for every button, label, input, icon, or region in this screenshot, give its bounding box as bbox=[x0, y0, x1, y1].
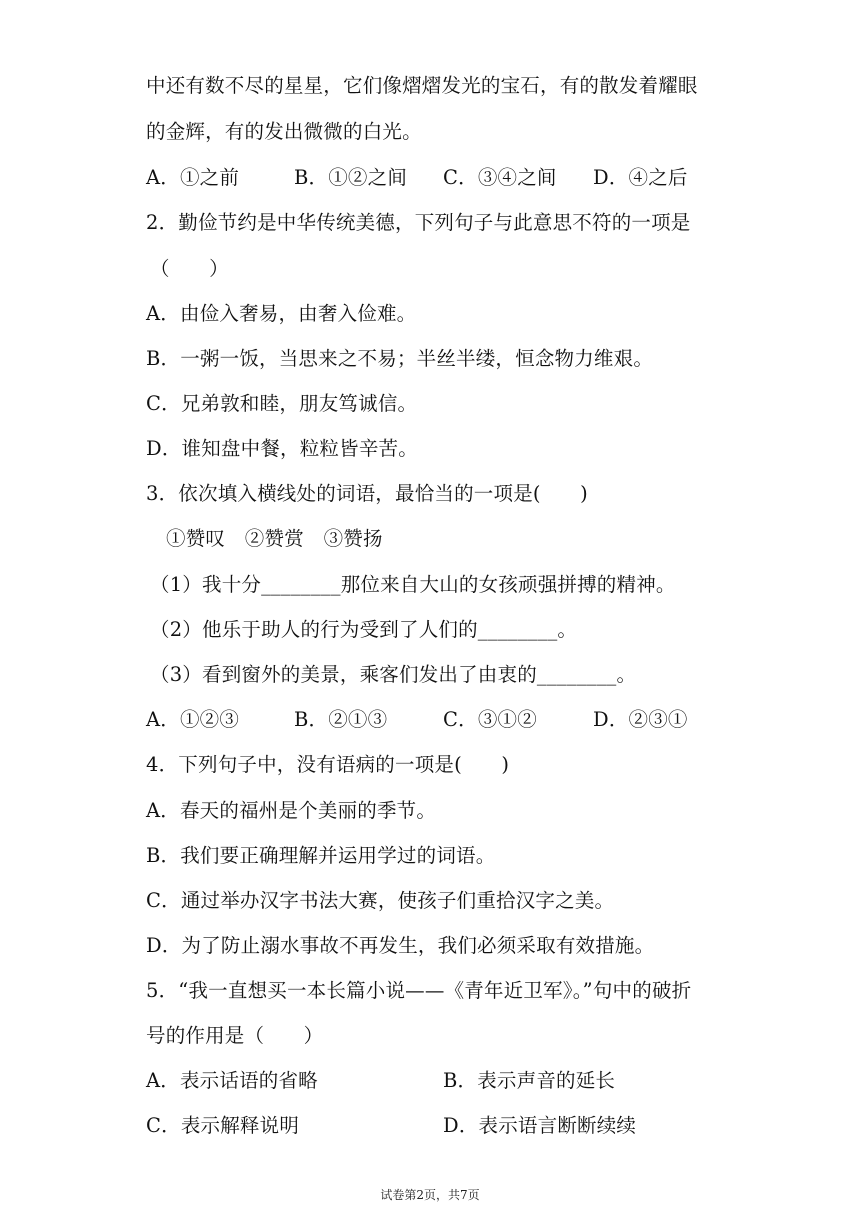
q3-option-c[interactable]: C．③①② bbox=[443, 708, 537, 731]
q3-sentence-3: （3）看到窗外的美景，乘客们发出了由衷的________。 bbox=[150, 663, 637, 686]
q5-stem-line-1: 5．“我一直想买一本长篇小说——《青年近卫军》。”句中的破折 bbox=[146, 979, 692, 1002]
q3-option-d[interactable]: D．②③① bbox=[593, 708, 688, 731]
q2-option-a[interactable]: A．由俭入奢易，由奢入俭难。 bbox=[146, 302, 417, 325]
q1-option-b[interactable]: B．①②之间 bbox=[294, 166, 408, 189]
q1-option-d[interactable]: D．④之后 bbox=[593, 166, 688, 189]
q2-answer-bracket: （ ） bbox=[150, 257, 229, 280]
q3-option-b[interactable]: B．②①③ bbox=[294, 708, 388, 731]
q5-option-c[interactable]: C．表示解释说明 bbox=[146, 1114, 300, 1137]
q3-sentence-1: （1）我十分________那位来自大山的女孩顽强拼搏的精神。 bbox=[150, 573, 676, 596]
q5-options-row-2 bbox=[0, 1113, 860, 1139]
passage-line-2: 的金辉，有的发出微微的白光。 bbox=[146, 120, 422, 143]
q1-option-a[interactable]: A．①之前 bbox=[146, 166, 240, 189]
q3-sentence-2: （2）他乐于助人的行为受到了人们的________。 bbox=[150, 618, 578, 641]
q5-options-row-1 bbox=[0, 1068, 860, 1094]
page-footer: 试卷第2页，共7页 bbox=[380, 1188, 480, 1202]
q5-option-a[interactable]: A．表示话语的省略 bbox=[146, 1069, 318, 1092]
q1-options bbox=[0, 165, 860, 191]
q2-stem: 2．勤俭节约是中华传统美德，下列句子与此意思不符的一项是 bbox=[146, 211, 691, 234]
q5-option-d[interactable]: D．表示语言断断续续 bbox=[443, 1114, 637, 1137]
q5-stem-line-2: 号的作用是（ ） bbox=[146, 1024, 324, 1047]
q4-option-d[interactable]: D．为了防止溺水事故不再发生，我们必须采取有效措施。 bbox=[146, 934, 655, 957]
q5-option-b[interactable]: B．表示声音的延长 bbox=[443, 1069, 616, 1092]
q3-word-choices: ①赞叹 ②赞赏 ③赞扬 bbox=[166, 527, 383, 550]
q4-option-a[interactable]: A．春天的福州是个美丽的季节。 bbox=[146, 799, 437, 822]
q3-option-a[interactable]: A．①②③ bbox=[146, 708, 240, 731]
q4-option-c[interactable]: C．通过举办汉字书法大赛，使孩子们重拾汉字之美。 bbox=[146, 889, 615, 912]
q1-option-c[interactable]: C．③④之间 bbox=[443, 166, 557, 189]
q3-stem: 3．依次填入横线处的词语，最恰当的一项是( ) bbox=[146, 482, 588, 505]
q4-option-b[interactable]: B．我们要正确理解并运用学过的词语。 bbox=[146, 844, 496, 867]
q3-options bbox=[0, 707, 860, 733]
passage-line-1: 中还有数不尽的星星，它们像熠熠发光的宝石，有的散发着耀眼 bbox=[146, 74, 698, 97]
q2-option-b[interactable]: B．一粥一饭，当思来之不易；半丝半缕，恒念物力维艰。 bbox=[146, 347, 654, 370]
q2-option-d[interactable]: D．谁知盘中餐，粒粒皆辛苦。 bbox=[146, 437, 418, 460]
q2-option-c[interactable]: C．兄弟敦和睦，朋友笃诚信。 bbox=[146, 392, 418, 415]
q4-stem: 4．下列句子中，没有语病的一项是( ) bbox=[146, 753, 510, 776]
